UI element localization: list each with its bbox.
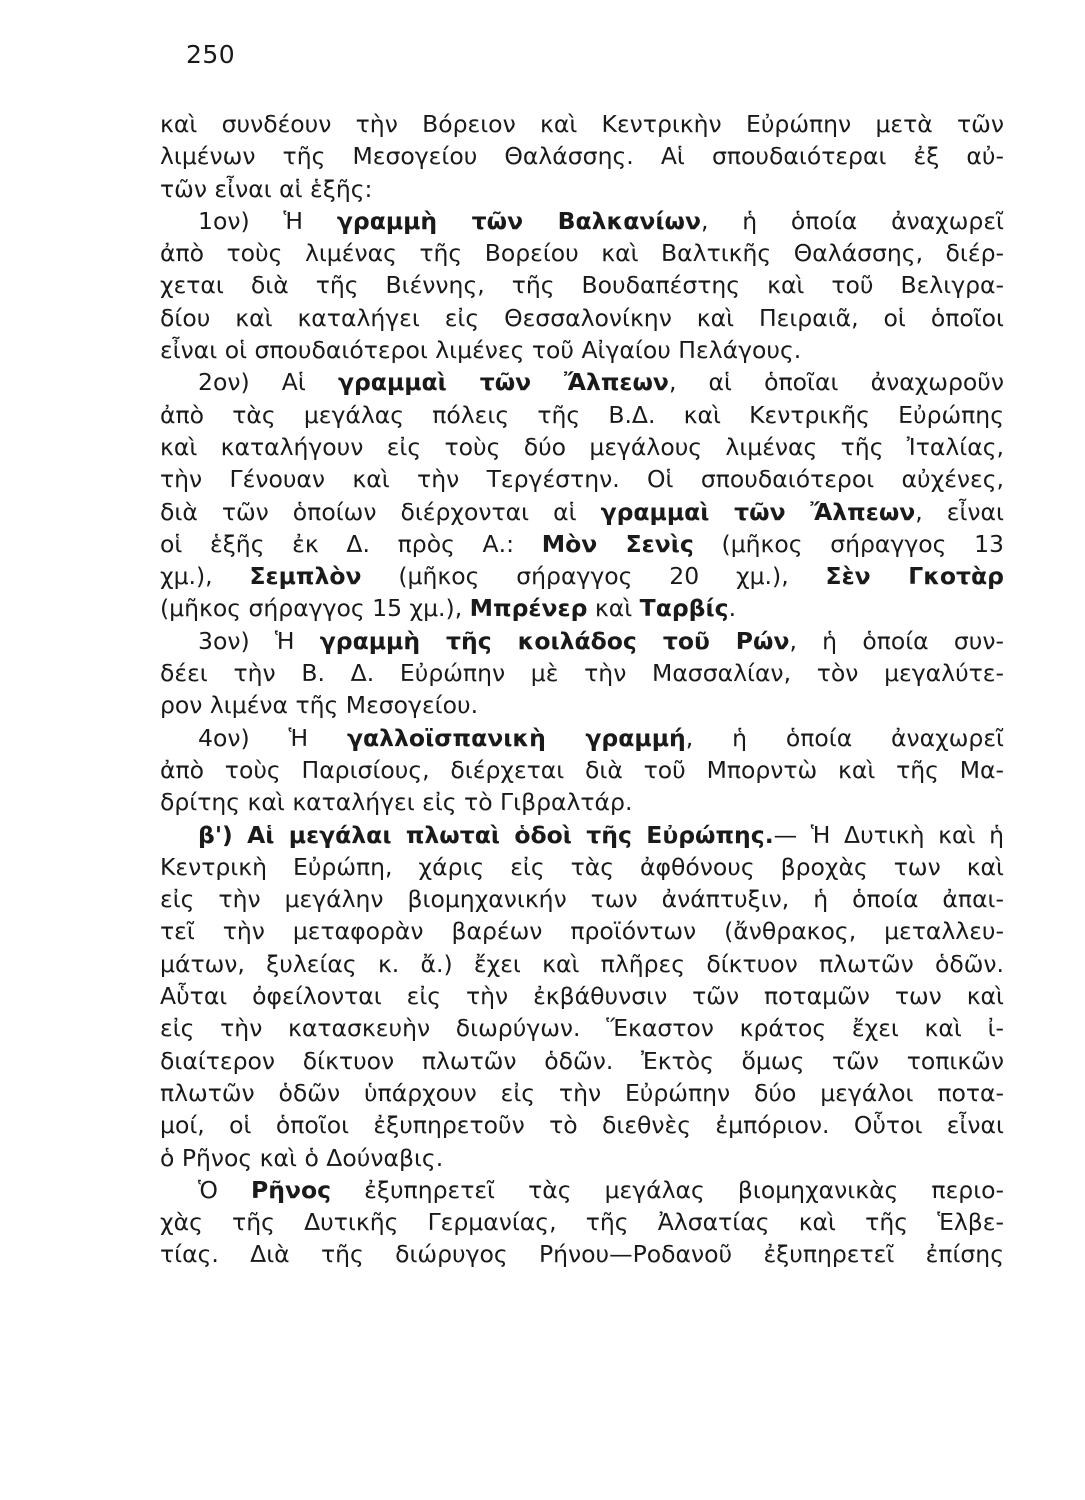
text-line: ρον λιμένα τῆς Μεσογείου. [160,691,479,720]
text-line: καὶ συνδέουν τὴν Βόρειον καὶ Κεντρικὴν Εὐρώπην μετὰ τῶν [160,110,1004,138]
text-line: τῶν εἶναι αἱ ἑξῆς: [160,174,373,203]
text-line: ἀπὸ τοὺς Παρισίους, διέρχεται διὰ τοῦ Μπορντὼ καὶ τῆς Μα- [160,755,1004,784]
text-line: Αὗται ὀφείλονται εἰς τὴν ἐκβάθυνσιν τῶν ποταμῶν των καὶ [160,982,1004,1011]
text-line: οἱ ἑξῆς ἐκ Δ. πρὸς Α.: Μὸν Σενὶς (μῆκος σήραγγος 13 [160,529,1004,558]
text-line: μάτων, ξυλείας κ. ἄ.) ἔχει καὶ πλῆρες δίκτυον πλωτῶν ὁδῶν. [160,949,1004,978]
text-line: ἀπὸ τὰς μεγάλας πόλεις τῆς Β.Δ. καὶ Κεντρικῆς Εὐρώπης [160,400,1004,429]
text-line: χεται διὰ τῆς Βιέννης, τῆς Βουδαπέστης καὶ τοῦ Βελιγρα- [160,271,1004,300]
body-text [160,108,1004,1271]
text-line: εἰς τὴν μεγάλην βιομηχανικήν των ἀνάπτυξιν, ἡ ὁποία ἀπαι- [160,885,1004,914]
text-line: 1ον) Ἡ γραμμὴ τῶν Βαλκανίων, ἡ ὁποία ἀναχωρεῖ [198,206,1004,235]
text-line: εἰς τὴν κατασκευὴν διωρύγων. Ἕκαστον κράτος ἔχει καὶ ἰ- [160,1014,1004,1043]
text-line: μοί, οἱ ὁποῖοι ἐξυπηρετοῦν τὸ διεθνὲς ἐμπόριον. Οὗτοι εἶναι [160,1111,1004,1140]
text-line: (μῆκος σήραγγος 15 χμ.), Μπρένερ καὶ Ταρβίς. [160,594,737,623]
text-line: δέει τὴν Β. Δ. Εὐρώπην μὲ τὴν Μασσαλίαν, τὸν μεγαλύτε- [160,659,1004,688]
page-number: 250 [186,40,236,69]
text-line: ἀπὸ τοὺς λιμένας τῆς Βορείου καὶ Βαλτικῆς Θαλάσσης, διέρ- [160,239,1004,268]
text-line: διὰ τῶν ὁποίων διέρχονται αἱ γραμμαὶ τῶν Ἄλπεων, εἶναι [160,497,1004,526]
text-line: τεῖ τὴν μεταφορὰν βαρέων προϊόντων (ἄνθρακος, μεταλλευ- [160,917,1004,946]
text-line: 3ον) Ἡ γραμμὴ τῆς κοιλάδος τοῦ Ρών, ἡ ὁποία συν- [198,626,1005,655]
text-line: χὰς τῆς Δυτικῆς Γερμανίας, τῆς Ἀλσατίας καὶ τῆς Ἑλβε- [160,1208,1004,1237]
text-line: διαίτερον δίκτυον πλωτῶν ὁδῶν. Ἐκτὸς ὅμως τῶν τοπικῶν [160,1046,1004,1075]
text-line: τίας. Διὰ τῆς διώρυγος Ρήνου—Ροδανοῦ ἐξυπηρετεῖ ἐπίσης [160,1240,1004,1269]
text-line: δίου καὶ καταλήγει εἰς Θεσσαλονίκην καὶ Πειραιᾶ, οἱ ὁποῖοι [160,303,1004,332]
text-line: καὶ καταλήγουν εἰς τοὺς δύο μεγάλους λιμένας τῆς Ἰταλίας, [160,432,1004,461]
text-line: 4ον) Ἡ γαλλοϊσπανικὴ γραμμή, ἡ ὁποία ἀναχωρεῖ [198,723,1004,752]
text-line: ὁ Ρῆνος καὶ ὁ Δούναβις. [160,1143,444,1172]
text-line: τὴν Γένουαν καὶ τὴν Τεργέστην. Οἱ σπουδαιότεροι αὐχένες, [160,465,1004,494]
text-line: χμ.), Σεμπλὸν (μῆκος σήραγγος 20 χμ.), Σὲν Γκοτὰρ [160,562,1004,591]
text-line: Ὁ Ρῆνος ἐξυπηρετεῖ τὰς μεγάλας βιομηχανικὰς περιο- [198,1175,1005,1204]
text-line: 2ον) Αἱ γραμμαὶ τῶν Ἄλπεων, αἱ ὁποῖαι ἀναχωροῦν [198,368,1004,397]
text-line: β') Αἱ μεγάλαι πλωταὶ ὁδοὶ τῆς Εὐρώπης.— Ἡ Δυτικὴ καὶ ἡ [198,820,1005,849]
text-line: λιμένων τῆς Μεσογείου Θαλάσσης. Αἱ σπουδαιότεραι ἐξ αὐ- [160,142,1004,171]
text-line: δρίτης καὶ καταλήγει εἰς τὸ Γιβραλτάρ. [160,788,633,817]
text-line: εἶναι οἱ σπουδαιότεροι λιμένες τοῦ Αἰγαίου Πελάγους. [160,336,802,365]
text-line: Κεντρικὴ Εὐρώπη, χάρις εἰς τὰς ἀφθόνους βροχὰς των καὶ [160,852,1004,881]
text-line: πλωτῶν ὁδῶν ὑπάρχουν εἰς τὴν Εὐρώπην δύο μεγάλοι ποτα- [160,1078,1004,1107]
